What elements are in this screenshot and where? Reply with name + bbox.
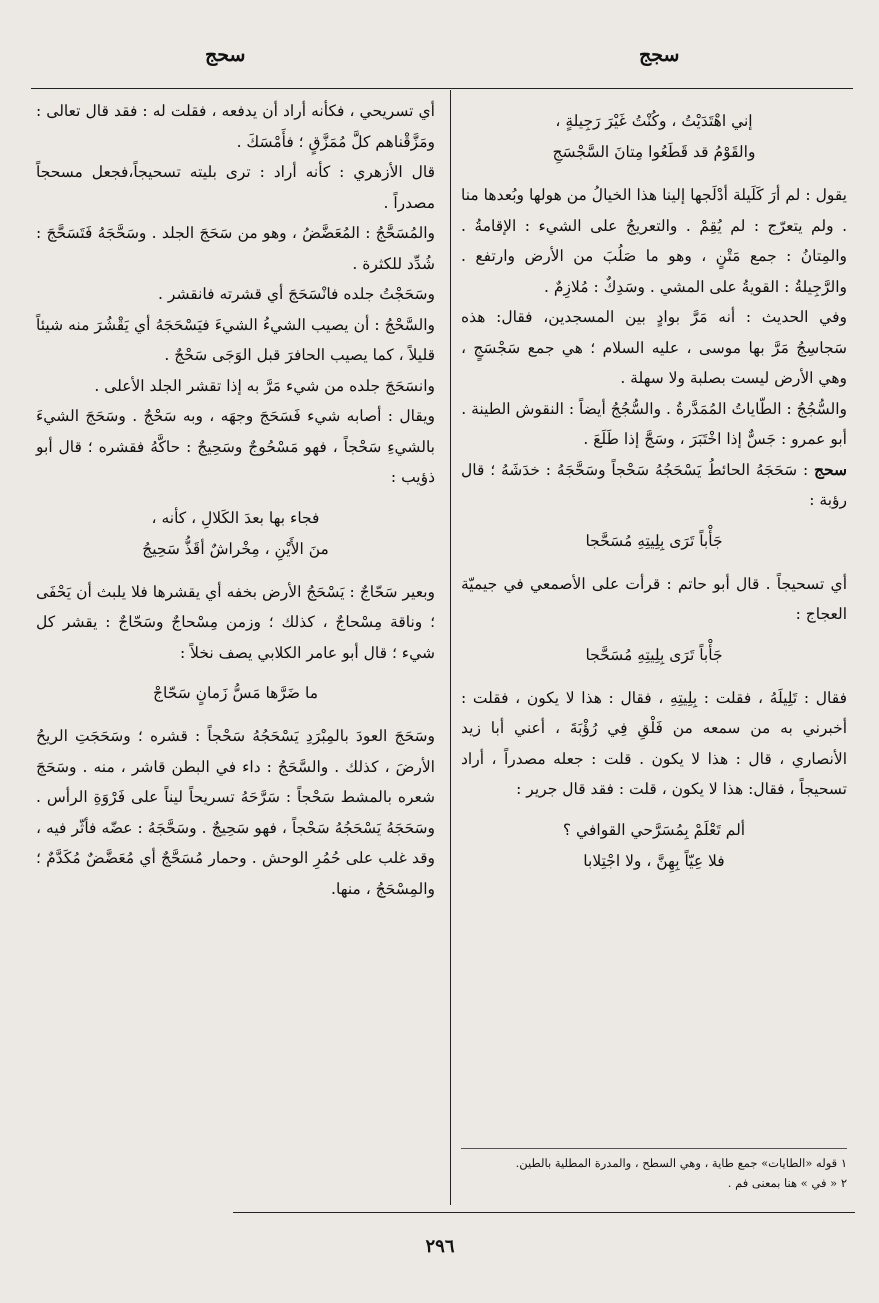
verse-block — [461, 640, 847, 671]
footer-rule — [233, 1212, 855, 1213]
paragraph: وبعير سَحّاجٌ : يَسْحَجُ الأرض بخفه أي يقشرها فلا يلبث أن يَحْفَى ؛ وناقة مِسْحاجٌ ، كذلك ؛ وزمن مِسْحاجٌ وسَحّاجٌ : يقشر كل شيء ؛ قال أبو عامر الكلابي يصف نخلاً : — [36, 582, 435, 662]
paragraph: فقال : تَلِيلَهُ ، فقلت : بِلِيتِهِ ، فقال : هذا لا يكون ، فقلت : أخبرني به من سمعه من فَلْقِ فِي رُؤْبَةَ ، أعني أبا زيد الأنصاري ، قال : هذا لا يكون . قلت : جعله مصدراً ، أراد تسحيجاً ، فقال: هذا لا يكون ، قلت : فقد قال جرير : — [461, 688, 847, 798]
verse-line: ألم تَعْلَمْ بِمُسَرَّحي القوافي ؟ — [562, 820, 746, 839]
paragraph: وسَحَجَ العودَ بالمِبْرَدِ يَسْحَجُهُ سَحْجاً : قشره ؛ وسَحَجَتِ الريحُ الأرضَ ، كذلك . والسَّحَجُ : داء في البطن قاشر ، منه . وسَحَجَ شعره بالمشط سَحْجاً : سَرَّحَهُ تسريحاً ليناً على فَرْوَةِ الرأس . وسَحَجَهُ يَسْحَجُهُ سَحْجاً ، فهو سَحِيجٌ . وسَحَّجَهُ : عضّه فأثّر فيه ، وقد غلب على حُمُرِ الوحش . وحمار مُسَحَّجٌ أي مُعَضَّضٌ مُكَدَّمٌ ؛ والمِسْحَجُ ، منها. — [36, 727, 435, 898]
paragraph: وفي الحديث : أنه مَرَّ بوادٍ بين المسجدين، فقال: هذه سَجاسِجُ مَرَّ بها موسى ، عليه السلام ؛ هي جمع سَجْسَجٍ ، وهي الأرض ليست بصلبة ولا سهلة . — [461, 308, 847, 387]
left-column — [36, 96, 435, 904]
paragraph: والمُسَحَّجُ : المُعَضَّضُ ، وهو من سَحَجَ الجلد . وسَحَّجَهُ فَتَسَحَّجَ : شُدِّد للكثرة . — [36, 224, 435, 273]
paragraph: ويقال : أصابه شيء فَسَحَجَ وجهَه ، وبه سَحْجٌ . وسَحَجَ الشيءَ بالشيءِ سَحْجاً ، فهو مَسْحُوجٌ وسَحِيجٌ : حاكَّهُ فقشره ؛ قال أبو ذؤيب : — [36, 407, 435, 486]
header-rule — [31, 88, 853, 89]
paragraph: والسُّجُجُ : الطّاياتُ المُمَدَّرةُ . والسُّجُجُ أيضاً : النقوش الطينة . — [461, 399, 847, 418]
verse-line: جَأْباً تَرَى بِلِيتِهِ مُسَحَّجا — [585, 645, 723, 664]
verse-block — [36, 503, 435, 565]
verse-line: جَأْباً تَرَى بِلِيتِهِ مُسَحَّجا — [585, 531, 723, 550]
paragraph: قال الأزهري : كأنه أراد : ترى بليته تسحيجاً،فجعل مسحجاً مصدراً . — [36, 163, 435, 212]
right-column — [461, 96, 847, 889]
verse-block — [36, 678, 435, 709]
verse-line: والقَوْمُ قد قَطَعُوا مِتانَ السَّجْسَجِ — [552, 143, 756, 161]
footnote: ١ قوله «الطايات» جمع طاية ، وهي السطح ، والمدرة المطلية بالطين. — [515, 1156, 847, 1170]
paragraph: أي تسريحي ، فكأنه أراد أن يدفعه ، فقلت له : فقد قال تعالى : ومَزَّقْناهم كلَّ مُمَزَّقٍ ؛ فأَمْسَكَ . — [36, 102, 435, 151]
entry-headword: سحج — [814, 459, 847, 479]
footnote: ٢ « في » هنا بمعنى فم . — [727, 1176, 847, 1190]
header-headword-left: سحج — [205, 44, 246, 66]
verse-line: منَ الأَيْنِ ، مِخْراشٌ أقَذُّ سَحِيجُ — [142, 539, 329, 558]
verse-block — [461, 106, 847, 168]
paragraph: والسَّحْجُ : أن يصيب الشيءُ الشيءَ فيَسْحَجَهُ أي يَقْشُرَ منه شيئاً قليلاً ، كما يصيب الحافرَ قبل الوَجَى سَحْجٌ . — [36, 315, 435, 364]
paragraph: وسَحَجْتُ جلده فانْسَحَجَ أي قشرته فانقشر . — [158, 285, 435, 303]
footnotes — [461, 1148, 847, 1193]
column-divider — [450, 90, 451, 1205]
paragraph: أي تسحيجاً . قال أبو حاتم : قرأت على الأصمعي في جيميّة العجاج : — [461, 574, 847, 623]
paragraph: يقول : لم أرَ كَلَيلة أدْلَجها إلينا هذا الخيالُ من هولها وبُعدها منا . ولم يتعرّج : لم يُقِمْ . والتعريجُ على الشيء : الإقامةُ . والمِتانُ : جمع مَتْنٍ ، وهو ما صَلُبَ من الأرض وارتفع . والرَّجِيلةُ : القويةُ على المشي . وسَدِكٌ : مُلازِمٌ . — [461, 186, 847, 296]
header-headword-right: سجج — [639, 44, 680, 66]
verse-block — [461, 815, 847, 877]
entry-paragraph — [461, 455, 847, 516]
verse-line: ما ضَرَّها مَسُّ زَمانٍ سَحّاجْ — [152, 684, 319, 702]
verse-block — [461, 526, 847, 557]
verse-line: فجاء بها بعدَ الكَلالِ ، كأنه ، — [151, 508, 320, 527]
entry-text: : سَحَجَهُ الحائطُ يَسْحَجُهُ سَحْجاً وسَحَّجَهُ : خدَشَهُ ؛ قال رؤبة : — [461, 460, 847, 509]
verse-line: فلا عِيّاً بِهِنَّ ، ولا اجْتِلابا — [583, 851, 725, 870]
paragraph: أبو عمرو : جَسٌّ إذا اخْتَبَرَ ، وسَجَّ إذا طَلَعَ . — [583, 430, 847, 448]
verse-line: إني اهْتَدَيْتُ ، وكُنْتُ غَيْرَ رَجِيلةٍ ، — [555, 112, 753, 130]
paragraph: وانسَحَجَ جلده من شيء مَرَّ به إذا تقشر الجلد الأعلى . — [94, 376, 435, 395]
page-number: ٢٩٦ — [425, 1236, 455, 1257]
